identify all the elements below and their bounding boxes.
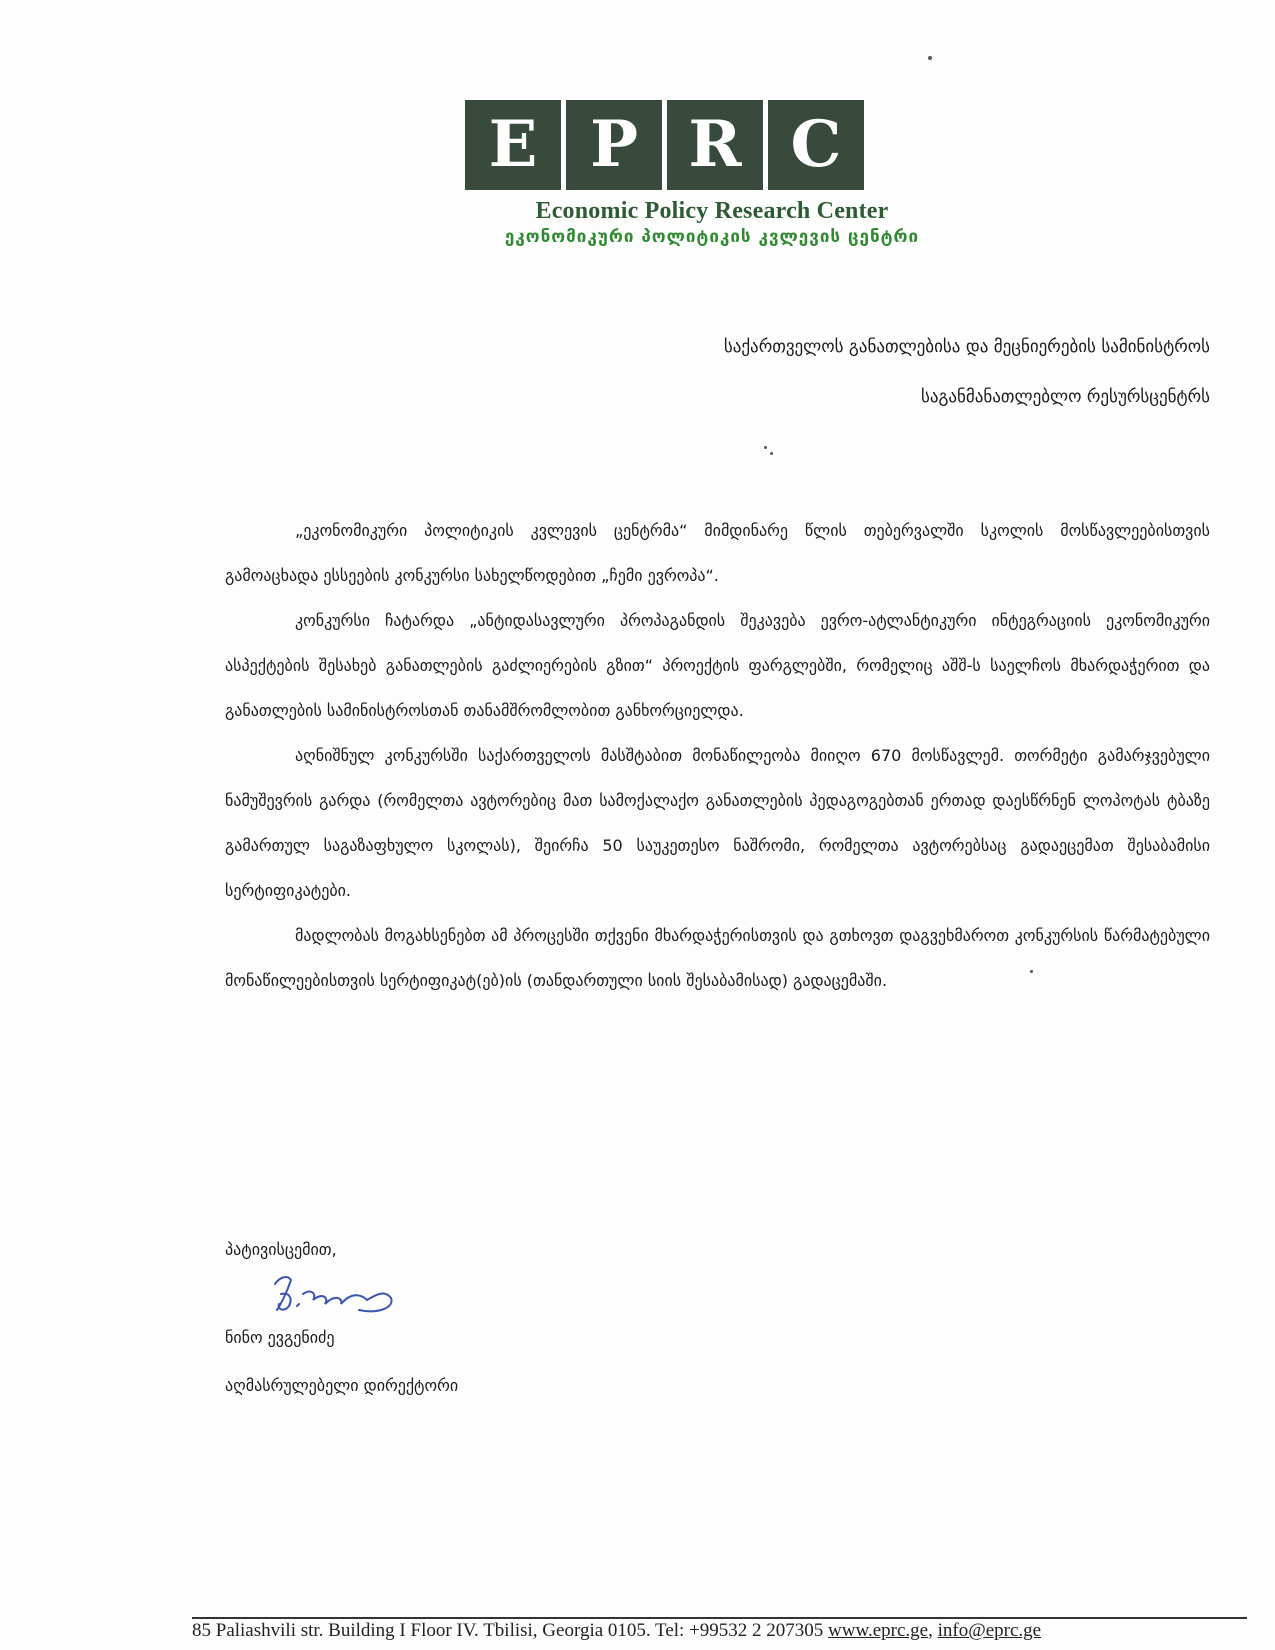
scan-speck — [770, 452, 773, 455]
footer-website-link[interactable]: www.eprc.ge — [828, 1620, 929, 1641]
footer-contact — [192, 1620, 1252, 1642]
footer-separator: , — [928, 1620, 938, 1641]
footer-divider — [192, 1617, 1247, 1619]
body-paragraph-1: „ეკონომიკური პოლიტიკის კვლევის ცენტრმა“ მიმდინარე წლის თებერვალში სკოლის მოსწავლეებისთვის გამოაცხადა ესსეების კონკურსი სახელწოდებით „ჩემი ევროპა“. — [225, 521, 1210, 585]
logo-letter-e: E — [465, 100, 561, 190]
scan-speck — [928, 56, 932, 60]
logo-letter-c: C — [768, 100, 864, 190]
organization-name-georgian: ეკონომიკური პოლიტიკის კვლევის ცენტრი — [504, 227, 920, 247]
body-paragraph-3: აღნიშნულ კონკურსში საქართველოს მასშტაბით მონაწილეობა მიიღო 670 მოსწავლემ. თორმეტი გამარჯვებული ნამუშევრის გარდა (რომელთა ავტორებიც მათ სამოქალაქო განათლების პედაგოგებთან ერთად დაესწრნენ ლოპოტას ტბაზე გამართულ საგაზაფხულო სკოლას), შეირჩა 50 საუკეთესო ნაშრომი, რომელთა ავტორებსაც გადაეცემათ შესაბამისი სერტიფიკატები. — [225, 746, 1210, 900]
footer-address: 85 Paliashvili str. Building I Floor IV. Tbilisi, Georgia 0105. Tel: +99532 2 207305 — [192, 1620, 829, 1641]
logo-letter-r: R — [667, 100, 763, 190]
handwritten-signature — [267, 1264, 417, 1324]
body-paragraph-2: კონკურსი ჩატარდა „ანტიდასავლური პროპაგანდის შეკავება ევრო-ატლანტიკური ინტეგრაციის ეკონომიკური ასპექტების შესახებ განათლების გაძლიერების გზით“ პროექტის ფარგლებში, რომელიც აშშ-ს საელჩოს მხარდაჭერით და განათლების სამინისტროსთან თანამშრომლობით განხორციელდა. — [225, 611, 1210, 720]
addressee-line-1: საქართველოს განათლებისა და მეცნიერების სამინისტროს — [723, 337, 1210, 357]
scan-speck — [764, 446, 767, 449]
addressee-block — [724, 322, 1210, 422]
logo-letter-p: P — [566, 100, 662, 190]
scan-speck — [1030, 970, 1033, 973]
logo-letter-boxes — [465, 100, 965, 190]
signatory-name: ნინო ევგენიძე — [225, 1328, 335, 1347]
letter-body — [225, 508, 1210, 1003]
eprc-logo — [465, 100, 965, 247]
addressee-line-2: საგანმანათლებლო რესურსცენტრს — [920, 387, 1210, 407]
closing-salutation: პატივისცემით, — [225, 1240, 337, 1259]
organization-name-english: Economic Policy Research Center — [535, 198, 889, 224]
signatory-title: აღმასრულებელი დირექტორი — [225, 1376, 459, 1395]
body-paragraph-4: მადლობას მოგახსენებთ ამ პროცესში თქვენი მხარდაჭერისთვის და გთხოვთ დაგვეხმაროთ კონკურსის წარმატებული მონაწილეებისთვის სერტიფიკატ(ებ)ის (თანდართული სიის შესაბამისად) გადაცემაში. — [225, 926, 1210, 990]
footer-email-link[interactable]: info@eprc.ge — [937, 1620, 1042, 1641]
